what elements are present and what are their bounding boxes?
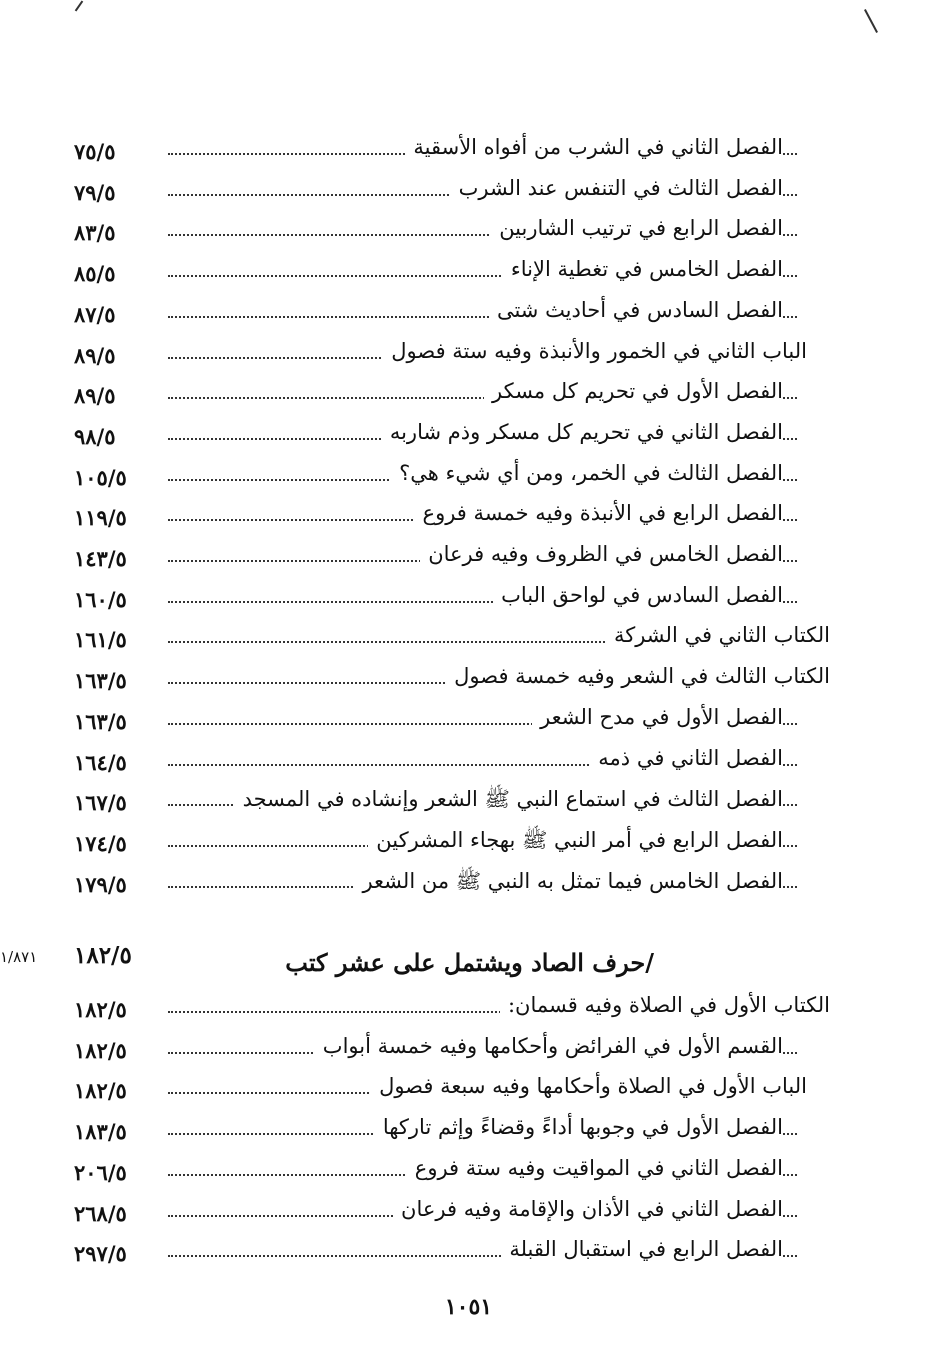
toc-entry-title: الفصل الرابع في استقبال القبلة (501, 1237, 783, 1261)
toc-page-number: ١٨٢/٥ (74, 1078, 127, 1104)
toc-entry-title: الفصل الثاني في ذمه (590, 746, 783, 770)
toc-page-number: ١٤٣/٥ (74, 546, 127, 571)
toc-page-number: ١٨٢/٥ (74, 1037, 127, 1063)
toc-entry-title: الفصل الأول في مدح الشعر (532, 705, 783, 729)
toc-entry-title: الفصل الرابع في أمر النبي ﷺ بهجاء المشركين (368, 827, 783, 858)
toc-entry (0, 1237, 937, 1277)
toc-page-number: ١٦٣/٥ (74, 708, 127, 734)
toc-page-number: ١٠٥/٥ (74, 464, 127, 490)
toc-entry (0, 705, 937, 745)
toc-entry (0, 420, 937, 460)
toc-entry-title: الفصل الثالث في استماع النبي ﷺ الشعر وإنشاده في المسجد (235, 786, 783, 817)
toc-entry (0, 623, 937, 663)
toc-entry (0, 298, 937, 338)
toc-page-number: ٨٧/٥ (74, 301, 116, 327)
toc-entry (0, 583, 937, 623)
toc-entry-title: الكتاب الأول في الصلاة وفيه قسمان: (500, 993, 830, 1017)
toc-page-number: ١٦٤/٥ (74, 749, 127, 775)
toc-entry (0, 339, 937, 379)
toc-entry-title: الفصل السادس في أحاديث شتى (489, 298, 783, 322)
section-title: /حرف الصاد ويشتمل على عشر كتب (285, 948, 654, 977)
toc-page-number: ٨٩/٥ (74, 342, 116, 368)
toc-entry (0, 379, 937, 419)
toc-entry (0, 786, 937, 826)
section-page-number: ١٨٢/٥ (74, 942, 132, 969)
toc-page-number: ١٦٠/٥ (74, 586, 127, 612)
toc-entry (0, 1197, 937, 1237)
toc-entry-title: الفصل الثالث في الخمر، ومن أي شيء هي؟ (391, 461, 783, 485)
margin-note: ١/٨٧١ (0, 948, 38, 966)
toc-entry (0, 664, 937, 704)
scan-mark (864, 9, 878, 33)
toc-entry-title: الفصل الخامس فيما تمثل به النبي ﷺ من الشعر (354, 868, 783, 899)
toc-page-number: ٨٩/٥ (74, 383, 116, 409)
toc-entry-title: الفصل الخامس في تغطية الإناء (503, 257, 783, 281)
toc-entry-title: الفصل الثاني في الشرب من أفواه الأسقية (405, 135, 783, 159)
toc-entry-title: الفصل الرابع في ترتيب الشاربين (491, 216, 783, 240)
toc-page-number: ١٦١/٥ (74, 627, 127, 653)
toc-page-number: ١٧٤/٥ (74, 830, 127, 856)
toc-entry-title: الفصل الرابع في الأنبذة وفيه خمسة فروع (415, 501, 783, 525)
toc-entry-title: الفصل الأول في وجوبها أداءً وقضاءً وإثم تاركها (375, 1115, 783, 1139)
toc-entry (0, 257, 937, 297)
toc-page-number: ١٧٩/٥ (74, 871, 127, 897)
toc-entry (0, 827, 937, 867)
toc-entry (0, 746, 937, 786)
toc-entry-title: الكتاب الثالث في الشعر وفيه خمسة فصول (446, 664, 830, 688)
toc-entry (0, 1034, 937, 1074)
toc-entry-title: الباب الثاني في الخمور والأنبذة وفيه ستة فصول (383, 339, 807, 363)
toc-page-number: ١٦٧/٥ (74, 790, 127, 816)
toc-entry-title: الفصل الثاني في الأذان والإقامة وفيه فرعان (393, 1197, 783, 1221)
toc-entry (0, 501, 937, 541)
toc-entry (0, 1156, 937, 1196)
toc-page-number: ٧٩/٥ (74, 179, 116, 205)
toc-page-number: ١٨٣/٥ (74, 1119, 127, 1145)
toc-page-number: ٨٣/٥ (74, 220, 116, 246)
toc-entry (0, 993, 937, 1033)
toc-page-number: ٢٩٧/٥ (74, 1241, 127, 1267)
toc-entry-title: الفصل السادس في لواحق الباب (493, 583, 783, 607)
toc-entry-title: الفصل الثالث في التنفس عند الشرب (451, 176, 783, 200)
section-heading (0, 940, 937, 986)
toc-entry-title: الفصل الخامس في الظروف وفيه فرعان (420, 542, 783, 566)
toc-entry (0, 1115, 937, 1155)
toc-entry (0, 135, 937, 175)
toc-page-number: ٢٠٦/٥ (74, 1159, 127, 1185)
toc-page-number: ٢٦٨/٥ (74, 1200, 127, 1226)
toc-page-number: ١٨٢/٥ (74, 997, 127, 1022)
toc-entry-title: القسم الأول في الفرائض وأحكامها وفيه خمسة أبواب (315, 1034, 783, 1058)
toc-entry (0, 216, 937, 256)
toc-page-number: ١١٩/٥ (74, 505, 127, 531)
toc-entry-title: الفصل الثاني في المواقيت وفيه ستة فروع (407, 1156, 783, 1180)
toc-entry-title: الباب الأول في الصلاة وأحكامها وفيه سبعة فصول (371, 1074, 807, 1098)
toc-entry-title: الفصل الأول في تحريم كل مسكر (484, 379, 783, 403)
page-number-footer: ١٠٥١ (444, 1294, 493, 1320)
toc-page-number: ٧٥/٥ (74, 139, 116, 164)
toc-entry-title: الكتاب الثاني في الشركة (606, 623, 830, 647)
toc-page-number: ٩٨/٥ (74, 423, 116, 449)
toc-page-number: ١٦٣/٥ (74, 668, 127, 694)
toc-entry (0, 1074, 937, 1114)
toc-entry (0, 176, 937, 216)
toc-entry (0, 542, 937, 582)
scan-mark (75, 1, 84, 12)
toc-entry (0, 461, 937, 501)
toc-page-number: ٨٥/٥ (74, 261, 116, 287)
toc-entry-title: الفصل الثاني في تحريم كل مسكر وذم شاربه (382, 420, 783, 444)
toc-entry (0, 868, 937, 908)
